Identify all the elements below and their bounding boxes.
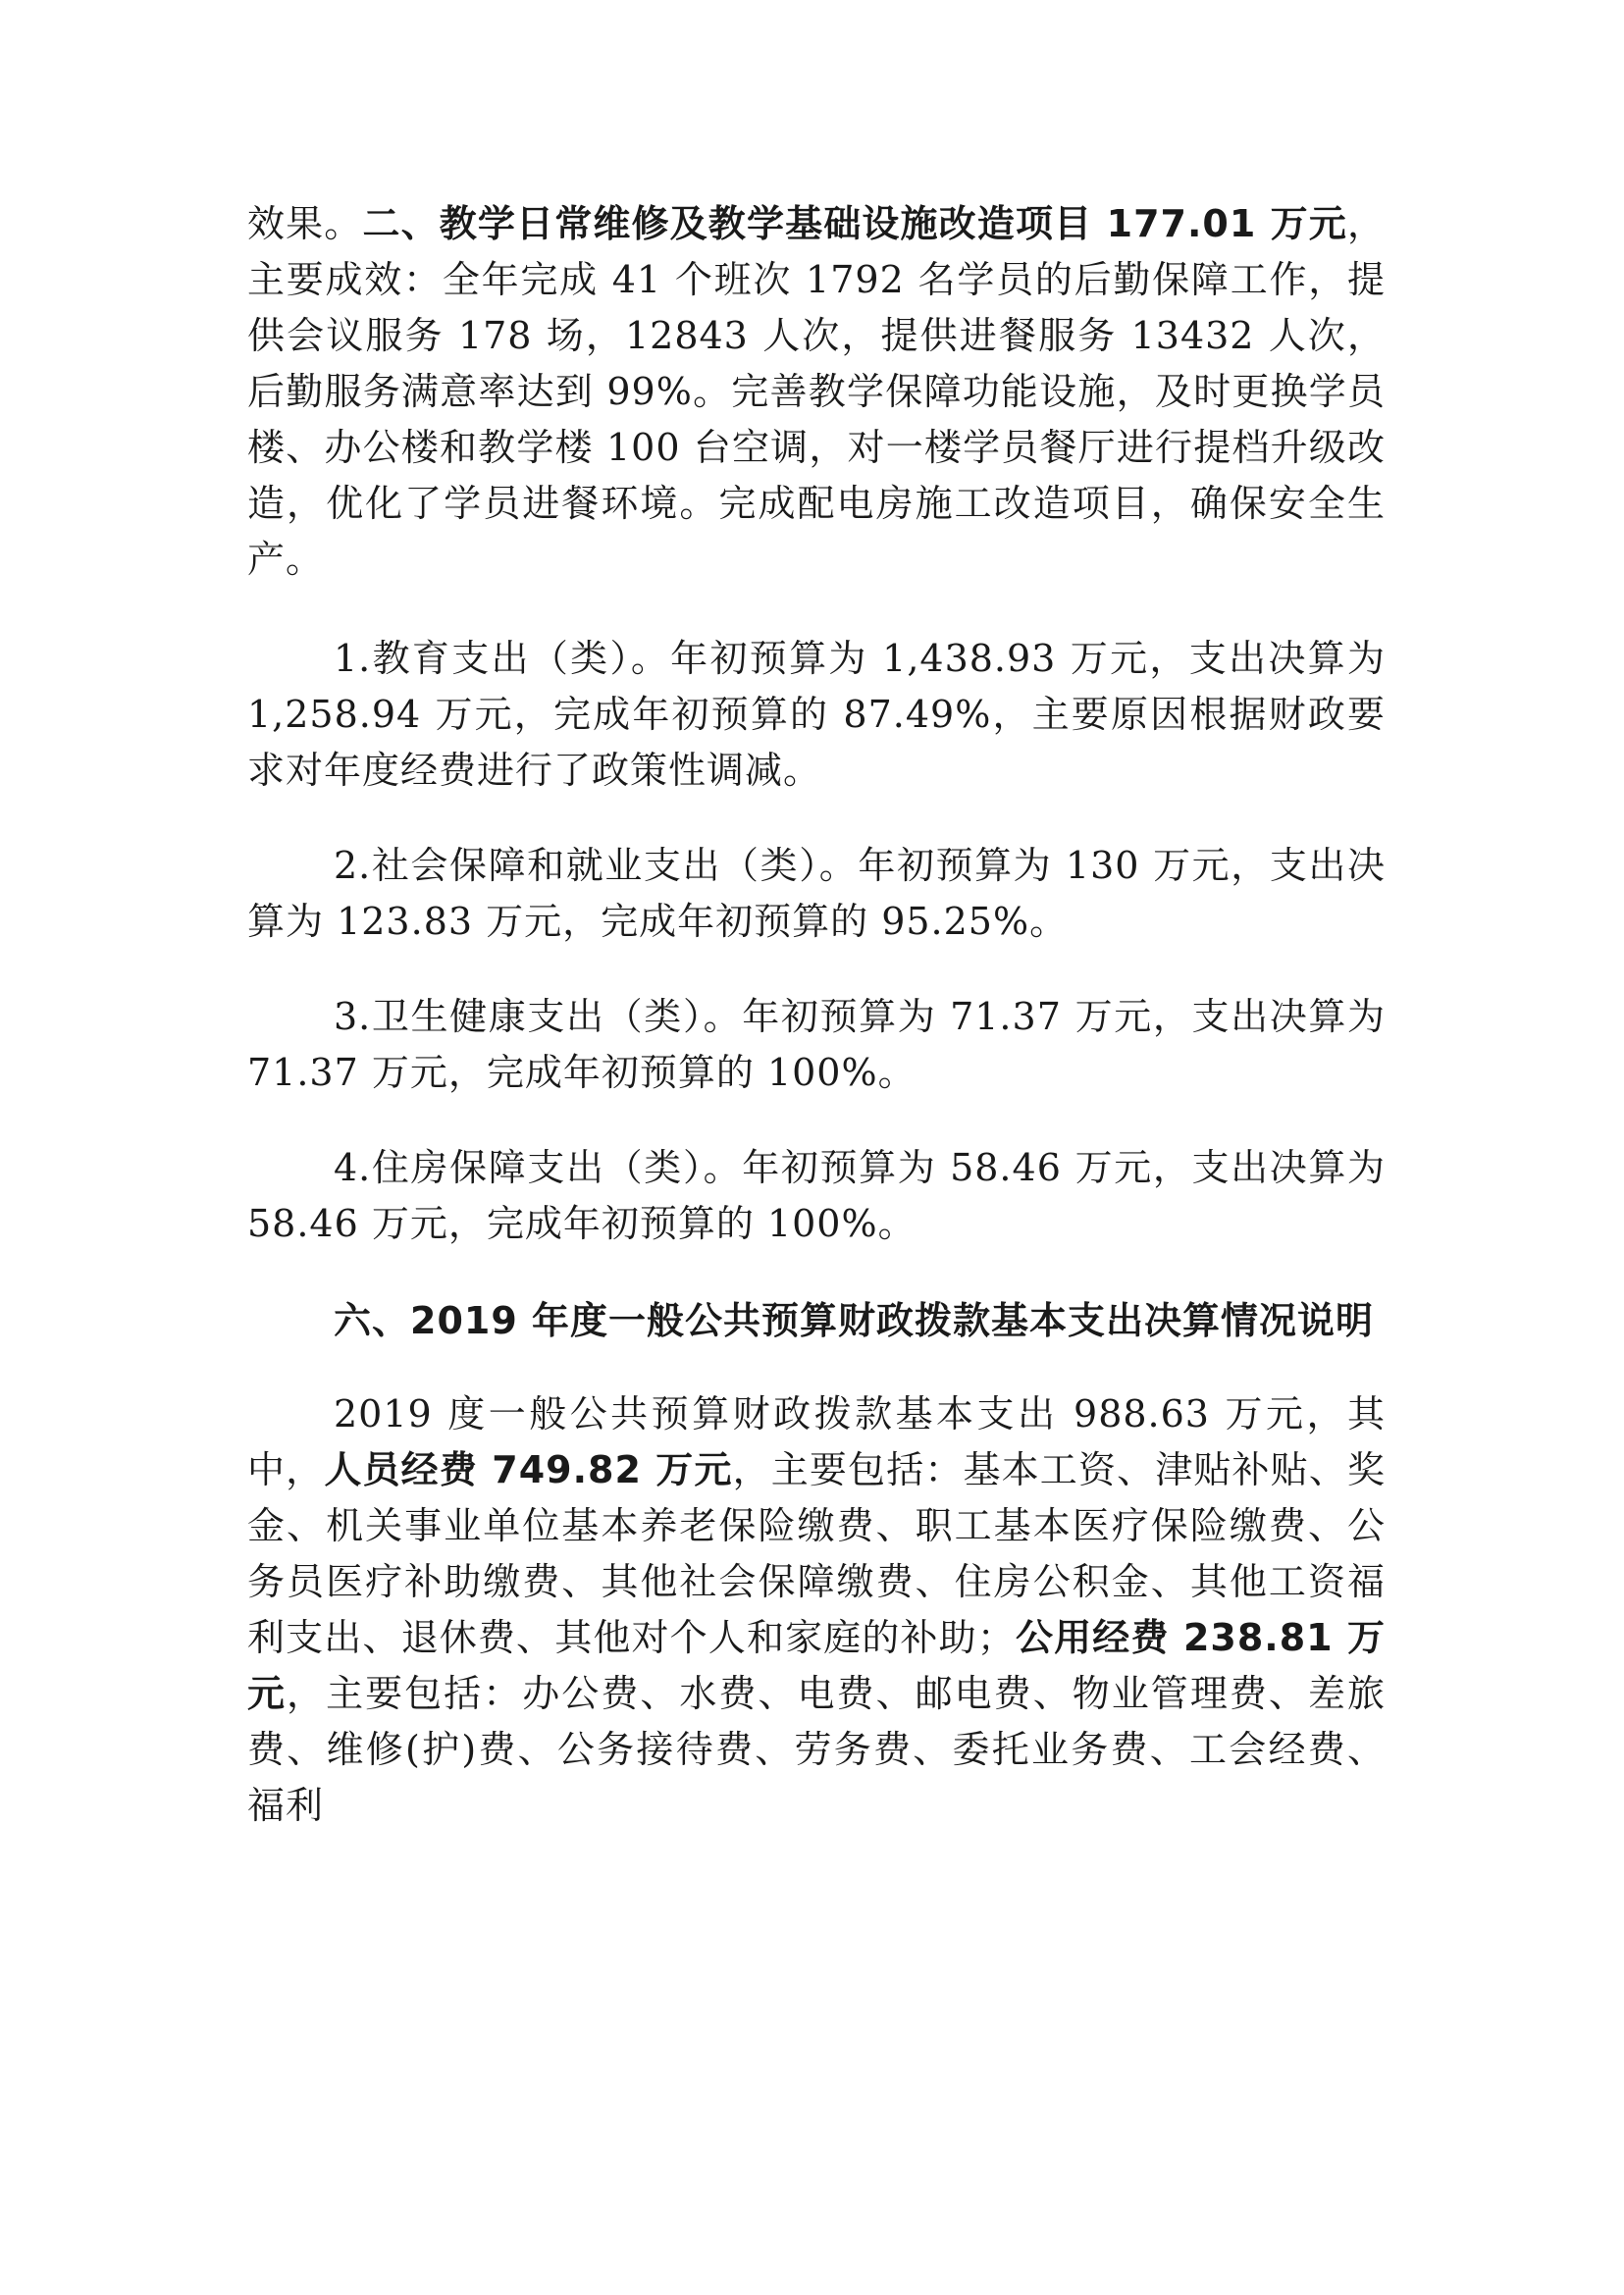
text-segment: 2019 度一般公共预算财政拨款基本支出 988.63 万元，其中， <box>247 1392 1386 1491</box>
section-heading-basic-expenditure: 六、2019 年度一般公共预算财政拨款基本支出决算情况说明 <box>334 1299 1374 1342</box>
text-segment: ，主要成效：全年完成 41 个班次 1792 名学员的后勤保障工作，提供会议服务 178 场，12843 人次，提供进餐服务 13432 人次，后勤服务满意率达到 99%。完善教学保障功能设施，及时更换学员楼、办公楼和教学楼 100 台空调，对一楼学员餐厅进行提档升级改造，优化了学员进餐环境。完成配电房施工改造项目，确保安全生产。 <box>247 202 1386 581</box>
text-segment: 效果。 <box>247 202 363 245</box>
document-page <box>247 196 1386 1834</box>
paragraph-social-security-expense: 2.社会保障和就业支出（类）。年初预算为 130 万元，支出决算为 123.83 万元，完成年初预算的 95.25%。 <box>247 844 1386 943</box>
paragraph-health-expense: 3.卫生健康支出（类）。年初预算为 71.37 万元，支出决算为 71.37 万元，完成年初预算的 100%。 <box>247 995 1386 1094</box>
paragraph-housing-expense: 4.住房保障支出（类）。年初预算为 58.46 万元，支出决算为 58.46 万元，完成年初预算的 100%。 <box>247 1146 1386 1245</box>
text-segment: ，主要包括：办公费、水费、电费、邮电费、物业管理费、差旅费、维修(护)费、公务接待费、劳务费、委托业务费、工会经费、福利 <box>247 1672 1386 1827</box>
paragraph-education-expense: 1.教育支出（类）。年初预算为 1,438.93 万元，支出决算为 1,258.94 万元，完成年初预算的 87.49%，主要原因根据财政要求对年度经费进行了政策性调减。 <box>247 637 1386 792</box>
paragraph-maintenance-project <box>247 196 1386 588</box>
bold-segment-personnel-funds: 人员经费 749.82 万元 <box>324 1448 733 1491</box>
bold-segment-maintenance-project: 二、教学日常维修及教学基础设施改造项目 177.01 万元 <box>362 202 1347 245</box>
bold-segment-public-funds: 公用经费 238.81 万元 <box>247 1616 1386 1715</box>
paragraph-basic-expenditure <box>247 1386 1386 1834</box>
text-segment: ，主要包括：基本工资、津贴补贴、奖金、机关事业单位基本养老保险缴费、职工基本医疗保险缴费、公务员医疗补助缴费、其他社会保障缴费、住房公积金、其他工资福利支出、退休费、其他对个人和家庭的补助； <box>247 1448 1386 1659</box>
